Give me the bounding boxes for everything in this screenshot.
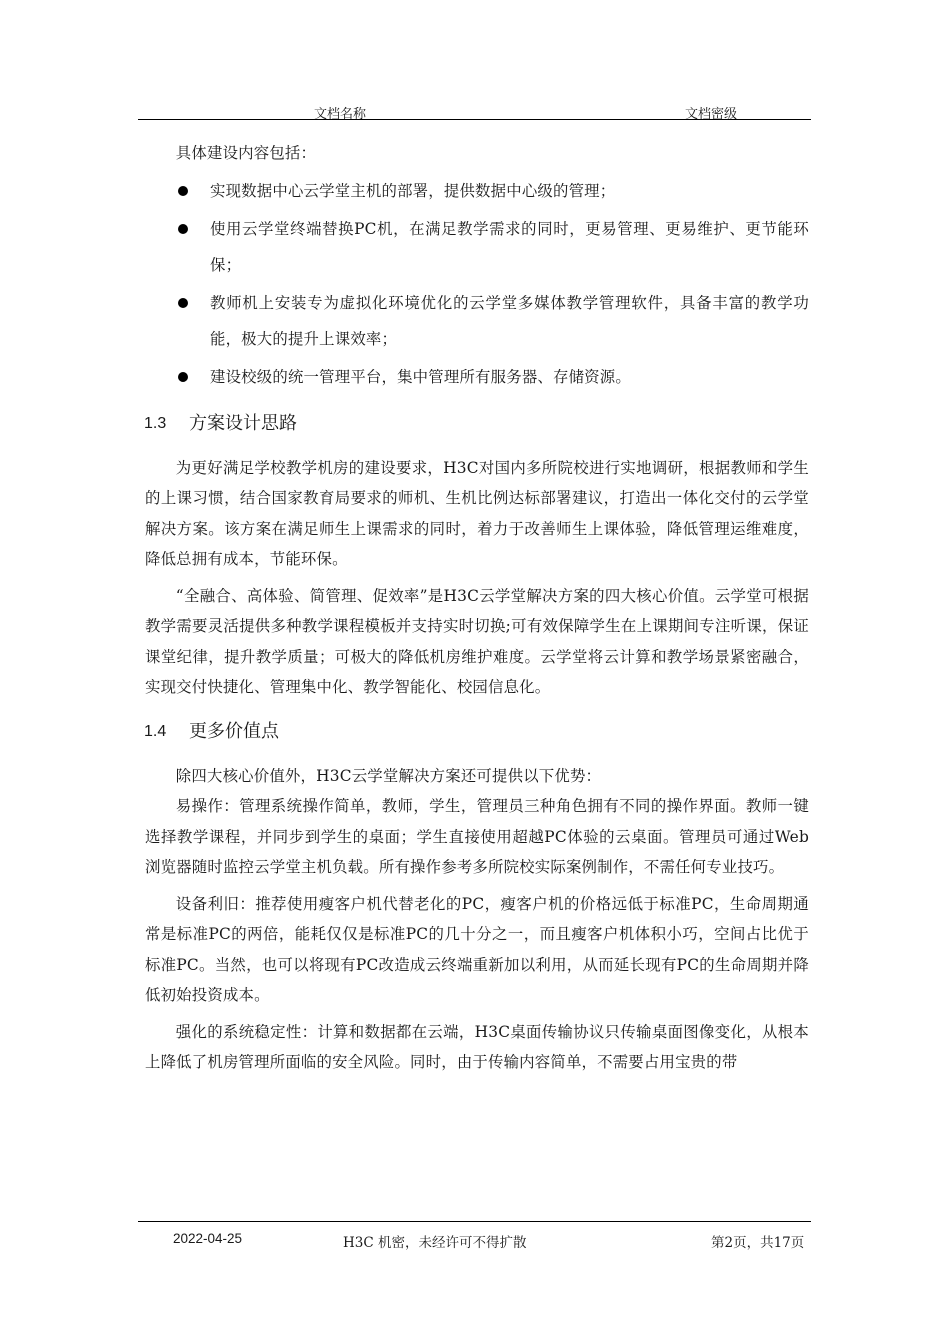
document-body bbox=[145, 138, 809, 1078]
paragraph: 设备利旧：推荐使用瘦客户机代替老化的PC，瘦客户机的价格远低于标准PC，生命周期通常是标准PC的两倍，能耗仅仅是标准PC的几十分之一，而且瘦客户机体积小巧，空间占比优于标准PC。当然，也可以将现有PC改造成云终端重新加以利用，从而延长现有PC的生命周期并降低初始投资成本。 bbox=[145, 894, 809, 1004]
list-item bbox=[145, 173, 809, 209]
section-heading-1-3 bbox=[144, 409, 809, 439]
intro-paragraph: 具体建设内容包括： bbox=[175, 144, 317, 162]
list-item-text: 使用云学堂终端替换PC机，在满足教学需求的同时，更易管理、更易维护、更节能环保； bbox=[210, 219, 809, 274]
paragraph: 易操作：管理系统操作简单，教师，学生，管理员三种角色拥有不同的操作界面。教师一键选择教学课程，并同步到学生的桌面；学生直接使用超越PC体验的云桌面。管理员可通过Web浏览器随时监控云学堂主机负载。所有操作参考多所院校实际案例制作，不需任何专业技巧。 bbox=[145, 797, 809, 876]
list-item bbox=[145, 359, 809, 395]
section-title: 更多价值点 bbox=[189, 720, 279, 742]
section-title: 方案设计思路 bbox=[189, 412, 297, 434]
list-item-text: 教师机上安装专为虚拟化环境优化的云学堂多媒体教学管理软件，具备丰富的教学功能，极大的提升上课效率； bbox=[210, 293, 809, 348]
section-number: 1.3 bbox=[144, 414, 167, 432]
list-item-text: 实现数据中心云学堂主机的部署，提供数据中心级的管理； bbox=[210, 181, 616, 200]
footer-date: 2022-04-25 bbox=[173, 1231, 243, 1246]
list-item-text: 建设校级的统一管理平台，集中管理所有服务器、存储资源。 bbox=[210, 367, 631, 386]
paragraph: “全融合、高体验、简管理、促效率”是H3C云学堂解决方案的四大核心价值。云学堂可根据教学需要灵活提供多种教学课程模板并支持实时切换;可有效保障学生在上课期间专注听课，保证课堂纪律，提升教学质量；可极大的降低机房维护难度。云学堂将云计算和教学场景紧密融合，实现交付快捷化、管理集中化、教学智能化、校园信息化。 bbox=[145, 586, 809, 696]
page-footer bbox=[138, 1221, 811, 1252]
document-security-level: 文档密级 bbox=[685, 107, 738, 122]
page-header bbox=[138, 100, 811, 120]
list-item bbox=[145, 285, 809, 357]
page-number: 第2页，共17页 bbox=[711, 1235, 805, 1251]
paragraph: 强化的系统稳定性：计算和数据都在云端，H3C桌面传输协议只传输桌面图像变化，从根本上降低了机房管理所面临的安全风险。同时，由于传输内容简单，不需要占用宝贵的带 bbox=[145, 1022, 809, 1071]
paragraph: 为更好满足学校教学机房的建设要求，H3C对国内多所院校进行实地调研，根据教师和学生的上课习惯，结合国家教育局要求的师机、生机比例达标部署建议，打造出一体化交付的云学堂解决方案。该方案在满足师生上课需求的同时，着力于改善师生上课体验，降低管理运维难度，降低总拥有成本，节能环保。 bbox=[145, 458, 809, 568]
paragraph: 除四大核心价值外，H3C云学堂解决方案还可提供以下优势： bbox=[175, 766, 602, 785]
footer-confidentiality-notice: H3C 机密，未经许可不得扩散 bbox=[343, 1235, 527, 1251]
bullet-icon bbox=[178, 186, 188, 196]
bullet-icon bbox=[178, 298, 188, 308]
bullet-list bbox=[145, 173, 809, 395]
document-name: 文档名称 bbox=[314, 107, 367, 122]
section-heading-1-4 bbox=[144, 717, 809, 747]
section-number: 1.4 bbox=[144, 722, 167, 740]
bullet-icon bbox=[178, 372, 188, 382]
list-item bbox=[145, 211, 809, 283]
bullet-icon bbox=[178, 224, 188, 234]
